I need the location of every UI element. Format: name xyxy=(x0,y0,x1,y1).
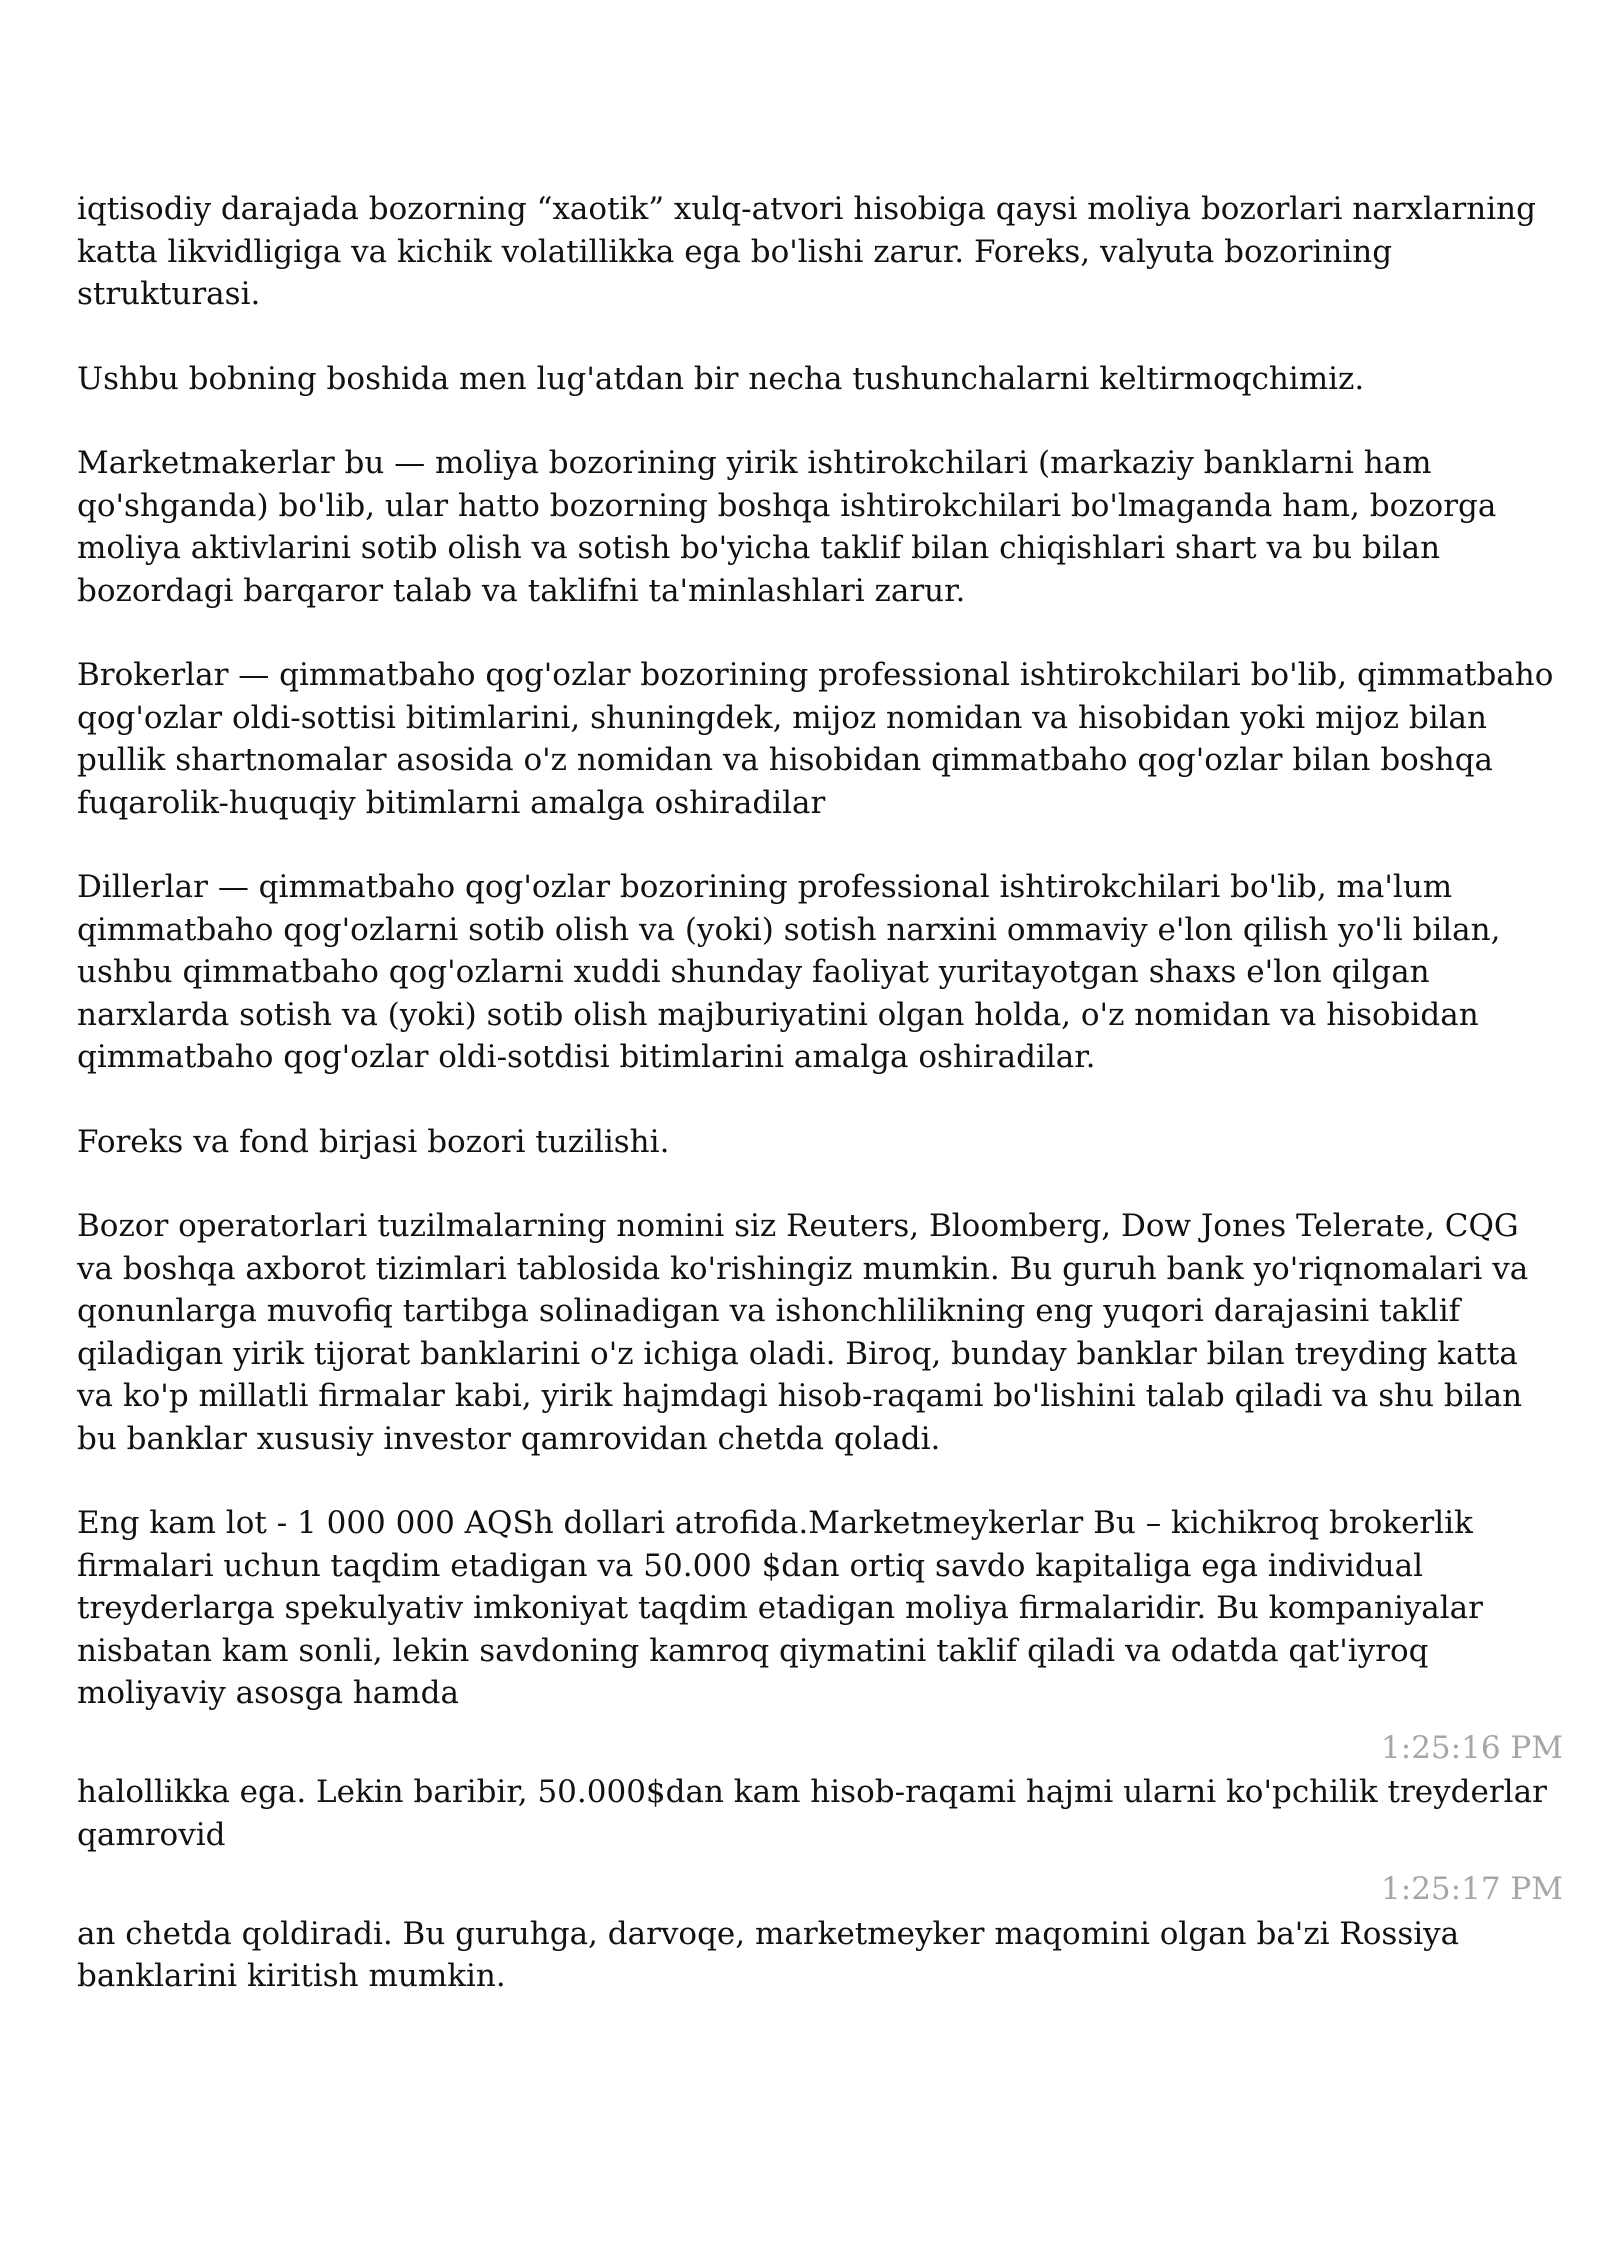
paragraph-intro: iqtisodiy darajada bozorning “xaotik” xulq-atvori hisobiga qaysi moliya bozorlari narxlarning katta likvidligiga va kichik volatillikka ega bo'lishi zarur. Foreks, valyuta bozorining strukturasi. xyxy=(77,191,1536,312)
paragraph-dealers: Dillerlar — qimmatbaho qog'ozlar bozorining professional ishtirokchilari bo'lib, ma'lum qimmatbaho qog'ozlarni sotib olish va (yoki) sotish narxini ommaviy e'lon qilish yo'li bilan, ushbu qimmatbaho qog'ozlarni xuddi shunday faoliyat yuritayotgan shaxs e'lon qilgan narxlarda sotish va (yoki) sotib olish majburiyatini olgan holda, o'z nomidan va hisobidan qimmatbaho qog'ozlar oldi-sotdisi bitimlarini amalga oshiradilar. xyxy=(77,869,1501,1075)
paragraph-chapter-start: Ushbu bobning boshida men lug'atdan bir necha tushunchalarni keltirmoqchimiz. xyxy=(77,360,1365,397)
paragraph-market-operators: Bozor operatorlari tuzilmalarning nomini siz Reuters, Bloomberg, Dow Jones Telerate, CQG va boshqa axborot tizimlari tablosida ko'rishingiz mumkin. Bu guruh bank yo'riqnomalari va qonunlarga muvofiq tartibga solinadigan va ishonchlilikning eng yuqori darajasini taklif qiladigan yirik tijorat banklarini o'z ichiga oladi. Biroq, bunday banklar bilan treyding katta va ko'p millatli firmalar kabi, yirik hajmdagi hisob-raqami bo'lishini talab qiladi va shu bilan bu banklar xususiy investor qamrovidan chetda qoladi. xyxy=(77,1208,1529,1457)
paragraph-continuation-2: an chetda qoldiradi. Bu guruhga, darvoqe, marketmeyker maqomini olgan ba'zi Rossiya banklarini kiritish mumkin. xyxy=(77,1915,1460,1994)
document-body xyxy=(77,188,1563,2040)
paragraph-marketmakers: Marketmakerlar bu — moliya bozorining yirik ishtirokchilari (markaziy banklarni ham qo'shganda) bo'lib, ular hatto bozorning boshqa ishtirokchilari bo'lmaganda ham, bozorga moliya aktivlarini sotib olish va sotish bo'yicha taklif bilan chiqishlari shart va bu bilan bozordagi barqaror talab va taklifni ta'minlashlari zarur. xyxy=(77,445,1497,609)
timestamp-2: 1:25:17 PM xyxy=(1381,1871,1563,1907)
paragraph-continuation-1: halollikka ega. Lekin baribir, 50.000$dan kam hisob-raqami hajmi ularni ko'pchilik treyderlar qamrovid xyxy=(77,1774,1547,1853)
timestamp-1: 1:25:16 PM xyxy=(1381,1729,1563,1766)
paragraph-brokers: Brokerlar — qimmatbaho qog'ozlar bozorining professional ishtirokchilari bo'lib, qimmatbaho qog'ozlar oldi-sottisi bitimlarini, shuningdek, mijoz nomidan va hisobidan yoki mijoz bilan pullik shartnomalar asosida o'z nomidan va hisobidan qimmatbaho qog'ozlar bilan boshqa fuqarolik-huquqiy bitimlarni amalga oshiradilar xyxy=(77,657,1554,821)
paragraph-minimum-lot: Eng kam lot - 1 000 000 AQSh dollari atrofida.Marketmeykerlar Bu – kichikroq brokerlik firmalari uchun taqdim etadigan va 50.000 $dan ortiq savdo kapitaliga ega individual treyderlarga spekulyativ imkoniyat taqdim etadigan moliya firmalaridir. Bu kompaniyalar nisbatan kam sonli, lekin savdoning kamroq qiymatini taklif qiladi va odatda qat'iyroq moliyaviy asosga hamda xyxy=(77,1505,1483,1711)
paragraph-market-structure-heading: Foreks va fond birjasi bozori tuzilishi. xyxy=(77,1123,670,1160)
